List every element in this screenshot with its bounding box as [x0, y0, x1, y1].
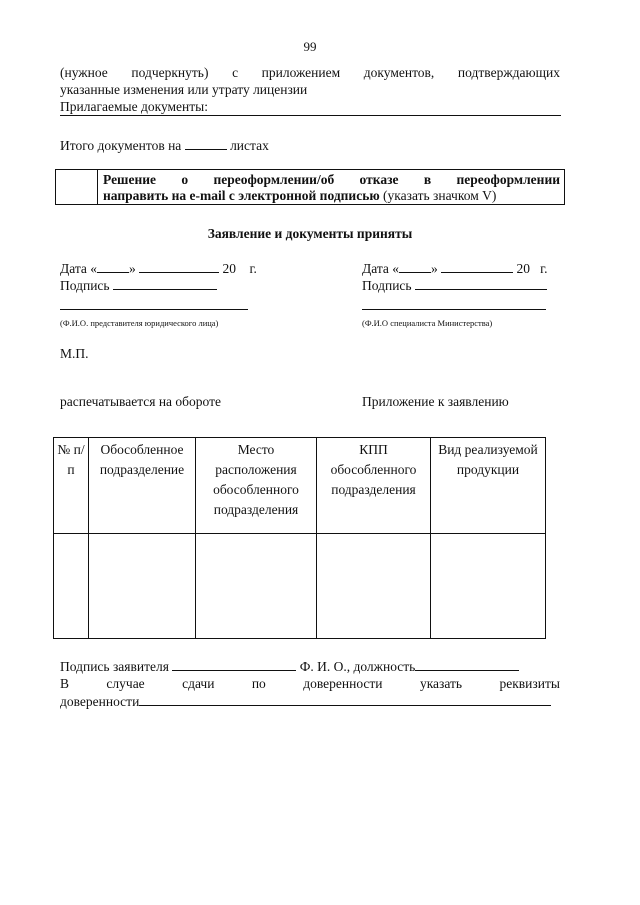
table-header-row — [54, 438, 546, 534]
proxy-line-1 — [60, 675, 560, 692]
left-year-suffix: г. — [249, 261, 257, 276]
right-signature-line — [362, 276, 547, 294]
printed-on-back-note: распечатывается на обороте — [60, 394, 222, 409]
attached-docs-label: Прилагаемые документы: — [60, 99, 208, 114]
left-month-field[interactable] — [139, 259, 219, 273]
appendix-label: Приложение к заявлению — [362, 394, 509, 409]
page-number: 99 — [303, 39, 317, 54]
cell-subdivision[interactable] — [89, 534, 196, 639]
header-kpp: КПП обособленного подразделения — [317, 438, 431, 534]
total-docs-prefix: Итого документов на — [60, 138, 182, 153]
intro-word: приложением — [261, 65, 341, 80]
left-date-mid: » — [129, 261, 136, 276]
left-signature-line — [60, 276, 217, 294]
applicant-signature-field[interactable] — [172, 657, 296, 671]
intro-line-2: указанные изменения или утрату лицензии — [60, 82, 308, 97]
proxy-details-field[interactable] — [139, 692, 551, 706]
header-location: Место расположения обособленного подразделения — [196, 438, 317, 534]
right-date-line — [362, 259, 548, 277]
header-number: № п/п — [54, 438, 89, 534]
right-date-mid: » — [431, 261, 438, 276]
intro-word: с — [232, 65, 239, 80]
decision-line-2-bold: направить на e-mail с электронной подписью — [103, 188, 380, 203]
cell-kpp[interactable] — [317, 534, 431, 639]
decision-word: переоформлении/об — [213, 172, 335, 187]
cell-number[interactable] — [54, 534, 89, 639]
appendix-table — [53, 437, 546, 639]
decision-line-2-note: (указать значком V) — [383, 188, 497, 203]
right-day-field[interactable] — [399, 259, 431, 273]
cell-location[interactable] — [196, 534, 317, 639]
decision-word: переоформлении — [456, 172, 560, 187]
right-name-caption: (Ф.И.О специалиста Министерства) — [362, 318, 493, 328]
applicant-signature-line — [60, 657, 519, 675]
proxy-word: сдачи — [182, 676, 215, 691]
table-row — [54, 534, 546, 639]
accepted-heading: Заявление и документы приняты — [207, 226, 413, 241]
proxy-word: случае — [106, 676, 145, 691]
left-signature-label: Подпись — [60, 278, 110, 293]
fio-position-label: Ф. И. О., должность — [299, 659, 416, 674]
right-name-rule[interactable] — [362, 309, 546, 310]
stamp-label: М.П. — [60, 346, 89, 361]
fio-position-field[interactable] — [415, 657, 519, 671]
right-month-field[interactable] — [441, 259, 513, 273]
decision-word: Решение — [103, 172, 156, 187]
left-date-prefix: Дата « — [60, 261, 98, 276]
proxy-word: доверенности — [303, 676, 383, 691]
total-docs-count-field[interactable] — [185, 136, 227, 150]
right-signature-label: Подпись — [362, 278, 412, 293]
intro-line-1 — [60, 64, 560, 81]
decision-word: о — [181, 172, 189, 187]
right-year-prefix: 20 — [516, 261, 531, 276]
total-docs-line — [60, 136, 269, 154]
left-date-line — [60, 259, 257, 277]
right-signature-field[interactable] — [415, 276, 547, 290]
proxy-line-2 — [60, 692, 551, 710]
proxy-label: доверенности — [60, 694, 140, 709]
proxy-word: по — [251, 676, 266, 691]
left-name-caption: (Ф.И.О. представителя юридического лица) — [60, 318, 219, 328]
decision-checkbox[interactable] — [56, 170, 98, 204]
left-year-prefix: 20 — [222, 261, 237, 276]
proxy-word: В — [60, 676, 70, 691]
decision-word: отказе — [359, 172, 399, 187]
right-date-prefix: Дата « — [362, 261, 400, 276]
left-name-rule[interactable] — [60, 309, 248, 310]
left-day-field[interactable] — [97, 259, 129, 273]
left-signature-field[interactable] — [113, 276, 217, 290]
decision-line-2 — [103, 187, 496, 204]
header-product-type: Вид реализуемой продукции — [431, 438, 546, 534]
decision-line-1 — [103, 171, 560, 188]
attached-docs-rule — [60, 115, 561, 116]
total-docs-suffix: листах — [230, 138, 269, 153]
header-subdivision: Обособленное подразделение — [89, 438, 196, 534]
intro-word: подтверждающих — [457, 65, 560, 80]
right-year-suffix: г. — [540, 261, 548, 276]
applicant-signature-label: Подпись заявителя — [60, 659, 169, 674]
intro-word: подчеркнуть) — [131, 65, 209, 80]
decision-word: в — [423, 172, 432, 187]
intro-word: документов, — [363, 65, 435, 80]
cell-product-type[interactable] — [431, 534, 546, 639]
proxy-word: реквизиты — [499, 676, 560, 691]
intro-word: (нужное — [60, 65, 108, 80]
proxy-word: указать — [419, 676, 463, 691]
